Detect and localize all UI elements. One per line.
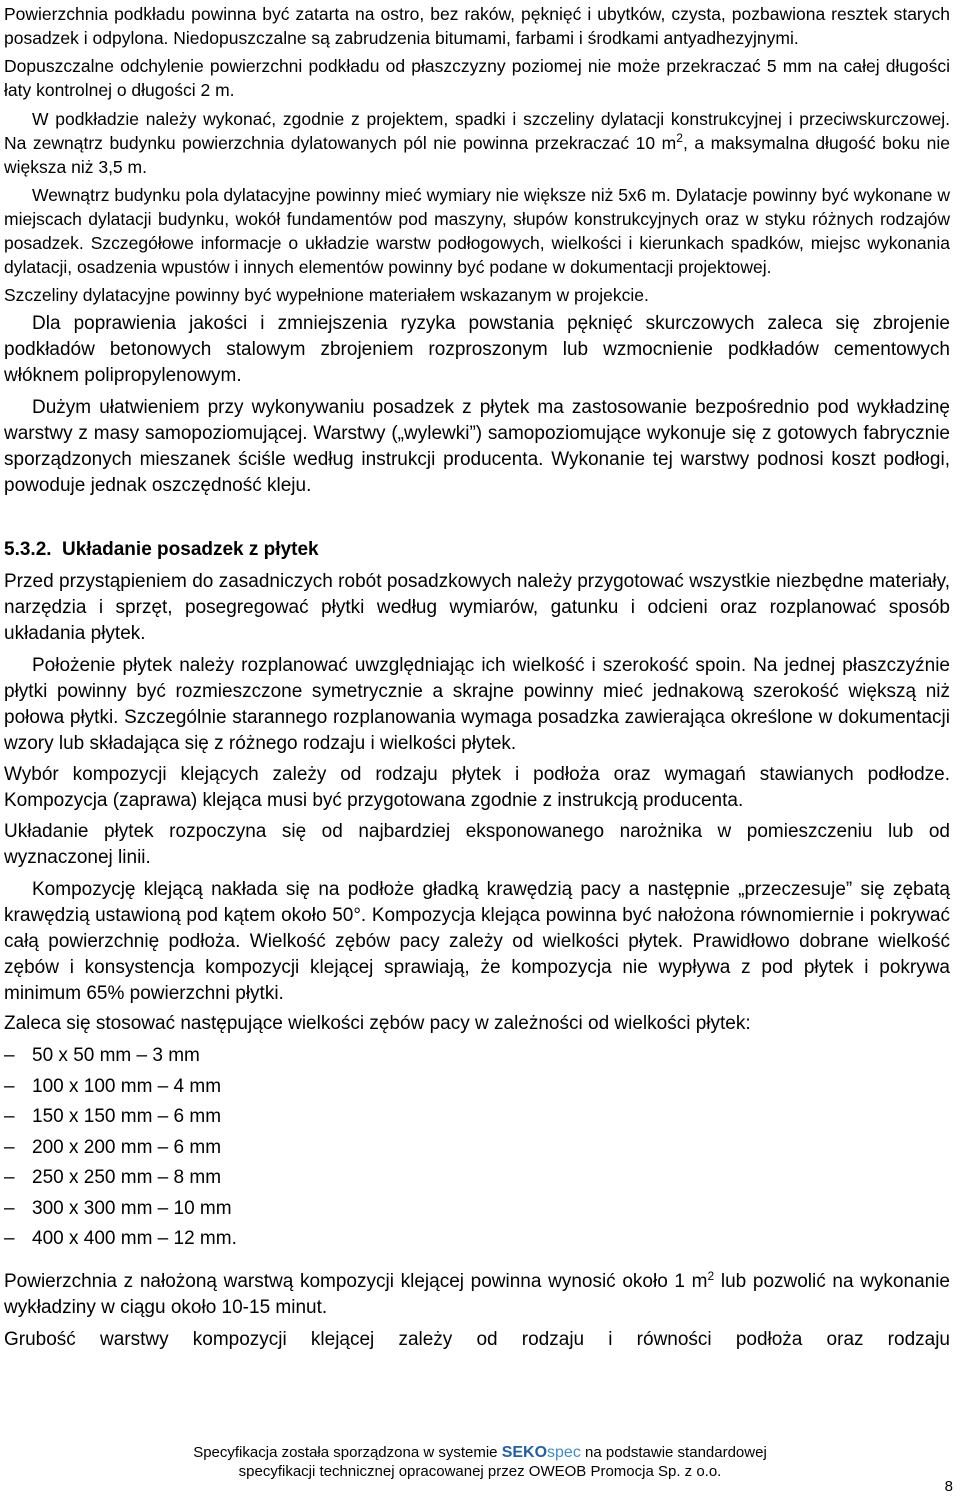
page-number: 8	[944, 1478, 953, 1495]
paragraph-inside-fields: Wewnątrz budynku pola dylatacyjne powinny mieć wymiary nie większe niż 5x6 m. Dylatacje powinny być wykonane w miejscach dylatacji budynku, wokół fundamentów pod maszyny, słupów konstrukcyjnych oraz w styku różnych rodzajów posadzek. Szczegółowe informacje o układzie warstw podłogowych, wielkości i kierunkach spadków, miejsc wykonania dylatacji, osadzenia wpustów i innych elementów powinny być podane w dokumentacji projektowej.	[4, 185, 950, 277]
list-item	[4, 1163, 950, 1194]
paragraph-start-corner: Układanie płytek rozpoczyna się od najbardziej eksponowanego narożnika w pomieszczeniu lub od wyznaczonej linii.	[4, 821, 950, 868]
list-item-text: 200 x 200 mm – 6 mm	[32, 1136, 222, 1158]
paragraph-adhesive-application: Kompozycję klejącą nakłada się na podłoże gładką krawędzią pacy a następnie „przeczesuje” się zębatą krawędzią ustawioną pod kątem około 50°. Kompozycja klejąca powinna być nałożona równomiernie i pokrywać całą powierzchnię podłoża. Wielkość zębów pacy zależy od wielkości płytek. Prawidłowo dobrane wielkość zębów i konsystencja kompozycji klejącej sprawiają, że kompozycja nie wypływa z pod płytek i pokrywa minimum 65% powierzchni płytki.	[4, 879, 950, 1004]
superscript-2: 2	[676, 131, 683, 145]
footer-text-before: Specyfikacja została sporządzona w systemie	[193, 1444, 502, 1461]
list-dash: –	[4, 1075, 15, 1097]
list-item-text: 150 x 150 mm – 6 mm	[32, 1106, 222, 1127]
list-dash: –	[4, 1136, 15, 1158]
paragraph-trowel-recommendation: Zaleca się stosować następujące wielkości zębów pacy w zależności od wielkości płytek:	[4, 1013, 751, 1034]
paragraph-dilatation-tail: , a maksymalna długość boku nie większa niż 3,5 m.	[4, 133, 950, 177]
list-dash: –	[4, 1167, 15, 1188]
list-item-text: 300 x 300 mm – 10 mm	[32, 1197, 232, 1219]
list-dash: –	[4, 1045, 15, 1066]
sekospec-logo-part-1: SEKO	[501, 1444, 548, 1461]
paragraph-preparation: Przed przystąpieniem do zasadniczych robót posadzkowych należy przygotować wszystkie niezbędne materiały, narzędzia i sprzęt, posegregować płytki według wymiarów, gatunku i odcieni oraz rozplanować sposób układania płytek.	[4, 571, 950, 644]
paragraph-coverage-time	[4, 1269, 950, 1321]
footer-text-after: na podstawie standardowej	[580, 1444, 767, 1461]
paragraph-thickness: Grubość warstwy kompozycji klejącej zależy od rodzaju i równości podłoża oraz rodzaju	[4, 1328, 950, 1350]
paragraph-coverage-text: Powierzchnia z nałożoną warstwą kompozycji klejącej powinna wynosić około 1 m	[4, 1270, 708, 1292]
paragraph-gaps-filled: Szczeliny dylatacyjne powinny być wypełnione materiałem wskazanym w projekcie.	[4, 285, 649, 305]
page-footer	[0, 1443, 960, 1481]
section-heading	[4, 537, 950, 563]
list-item-text: 400 x 400 mm – 12 mm.	[32, 1228, 237, 1249]
list-item-text: 100 x 100 mm – 4 mm	[32, 1075, 222, 1097]
sekospec-logo-part-2: spec	[547, 1444, 581, 1461]
list-item	[4, 1194, 950, 1225]
trowel-size-list	[4, 1041, 950, 1255]
list-item-text: 250 x 250 mm – 8 mm	[32, 1167, 222, 1188]
footer-line-1	[0, 1443, 960, 1462]
paragraph-adhesive-choice: Wybór kompozycji klejących zależy od rodzaju płytek i podłoża oraz wymagań stawianych podłodze. Kompozycja (zaprawa) klejąca musi być przygotowana zgodnie z instrukcją producenta.	[4, 764, 950, 811]
paragraph-substrate-surface: Powierzchnia podkładu powinna być zatarta na ostro, bez raków, pęknięć i ubytków, czysta, pozbawiona resztek starych posadzek i odpylona. Niedopuszczalne są zabrudzenia bitumami, farbami i środkami antyadhezyjnymi.	[4, 4, 950, 48]
paragraph-reinforcement: Dla poprawienia jakości i zmniejszenia ryzyka powstania pęknięć skurczowych zaleca się zbrojenie podkładów betonowych stalowym zbrojeniem rozproszonym lub wzmocnienie podkładów cementowych włóknem polipropylenowym.	[4, 313, 950, 386]
section-number: 5.3.2.	[4, 539, 52, 560]
paragraph-coverage-tail: lub pozwolić na wykonanie wykładziny w ciągu około 10-15 minut.	[4, 1270, 950, 1318]
list-dash: –	[4, 1197, 15, 1219]
list-dash: –	[4, 1228, 15, 1249]
list-item	[4, 1224, 950, 1255]
list-item	[4, 1102, 950, 1133]
paragraph-deviation: Dopuszczalne odchylenie powierzchni podkładu od płaszczyzny poziomej nie może przekraczać 5 mm na całej długości łaty kontrolnej o długości 2 m.	[4, 56, 950, 100]
paragraph-dilatation	[4, 107, 950, 179]
list-item	[4, 1072, 950, 1103]
list-dash: –	[4, 1106, 15, 1127]
list-item-text: 50 x 50 mm – 3 mm	[32, 1045, 200, 1066]
document-page	[4, 0, 950, 1353]
paragraph-dilatation-text: W podkładzie należy wykonać, zgodnie z projektem, spadki i szczeliny dylatacji konstrukcyjnej i przeciwskurczowej. Na zewnątrz budynku powierzchnia dylatowanych pól nie powinna przekraczać 10 m	[4, 109, 950, 153]
list-item	[4, 1133, 950, 1164]
list-item	[4, 1041, 950, 1072]
paragraph-self-leveling: Dużym ułatwieniem przy wykonywaniu posadzek z płytek ma zastosowanie bezpośrednio pod wykładzinę warstwy z masy samopoziomującej. Warstwy („wylewki”) samopoziomujące wykonuje się z gotowych fabrycznie sporządzonych mieszanek ściśle według instrukcji producenta. Wykonanie tej warstwy podnosi koszt podłogi, powoduje jednak oszczędność kleju.	[4, 397, 950, 496]
paragraph-layout-planning: Położenie płytek należy rozplanować uwzględniając ich wielkość i szerokość spoin. Na jednej płaszczyźnie płytki powinny być rozmieszczone symetrycznie a skrajne powinny mieć jednakową szerokość większą niż połowa płytki. Szczególnie starannego rozplanowania wymaga posadzka zawierająca określone w dokumentacji wzory lub składająca się z różnego rodzaju i wielkości płytek.	[4, 655, 950, 754]
section-title: Układanie posadzek z płytek	[62, 539, 319, 560]
footer-line-2: specyfikacji technicznej opracowanej przez OWEOB Promocja Sp. z o.o.	[238, 1463, 722, 1480]
superscript-2: 2	[707, 1268, 715, 1283]
